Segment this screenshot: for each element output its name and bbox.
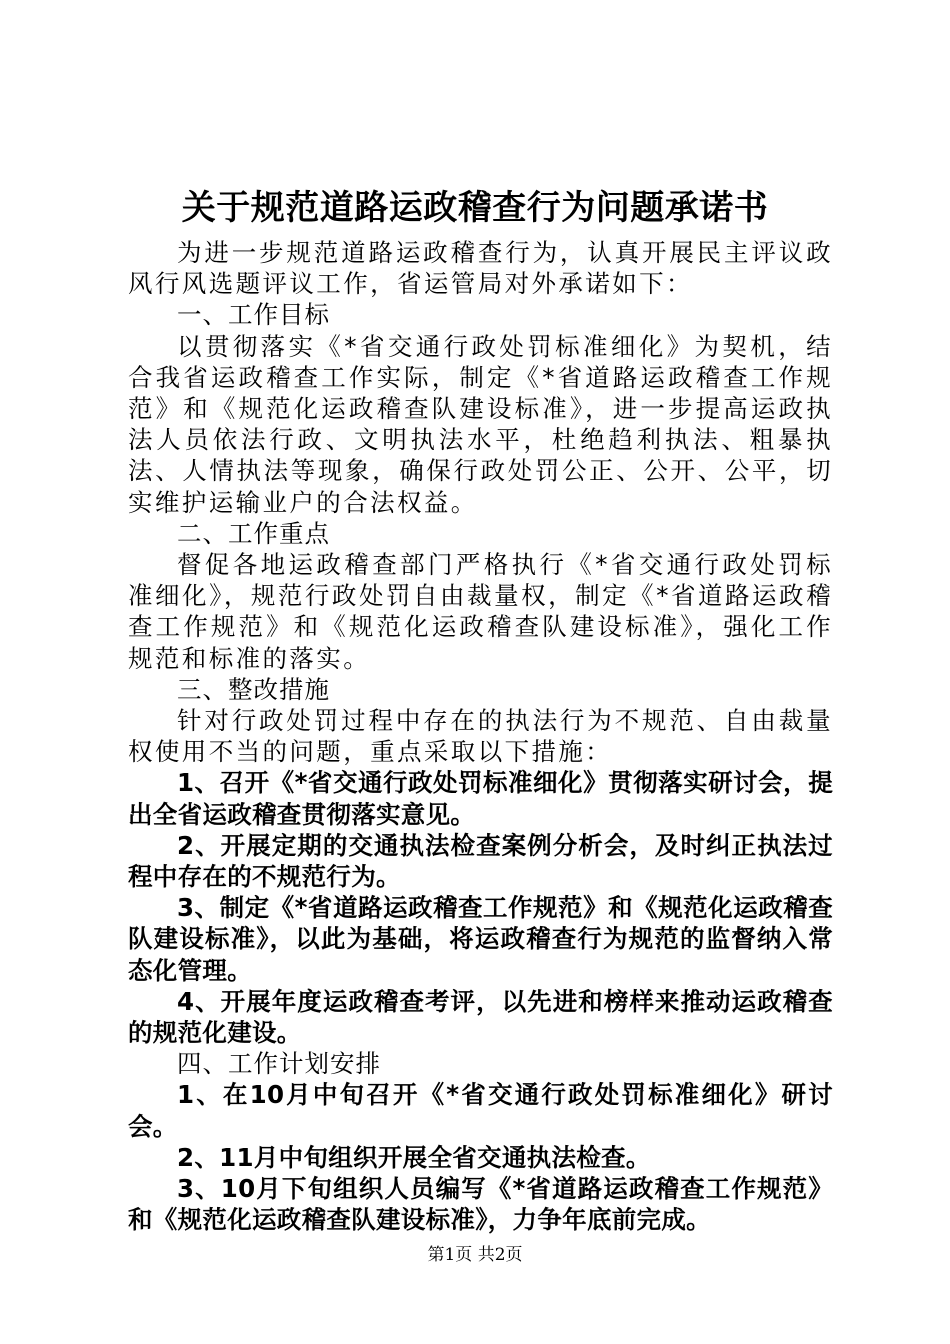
body-paragraph: 针对行政处罚过程中存在的执法行为不规范、自由裁量权使用不当的问题，重点采取以下措施：: [128, 706, 833, 767]
list-item: 1、召开《*省交通行政处罚标准细化》贯彻落实研讨会，提出全省运政稽查贯彻落实意见。: [128, 768, 833, 829]
section-heading: 三、整改措施: [177, 674, 330, 704]
list-item: 2、开展定期的交通执法检查案例分析会，及时纠正执法过程中存在的不规范行为。: [128, 830, 833, 892]
body-paragraph: 督促各地运政稽查部门严格执行《*省交通行政处罚标准细化》，规范行政处罚自由裁量权，制定《*省道路运政稽查工作规范》和《规范化运政稽查队建设标准》，强化工作规范和标准的落实。: [128, 550, 833, 673]
list-item: 1、在10月中旬召开《*省交通行政处罚标准细化》研讨会。: [128, 1080, 833, 1141]
document-body: [128, 237, 833, 1236]
list-item: 2、11月中旬组织开展全省交通执法检查。: [177, 1142, 651, 1172]
section-heading: 一、工作目标: [177, 300, 330, 330]
list-item: 4、开展年度运政稽查考评，以先进和榜样来推动运政稽查的规范化建设。: [128, 986, 833, 1048]
page-number-footer: 第1页 共2页: [427, 1245, 523, 1265]
document-title: 关于规范道路运政稽查行为问题承诺书: [181, 188, 769, 228]
list-item: 3、10月下旬组织人员编写《*省道路运政稽查工作规范》和《规范化运政稽查队建设标准》，力争年底前完成。: [128, 1174, 833, 1235]
section-heading: 二、工作重点: [177, 518, 330, 548]
section-heading: 四、工作计划安排: [177, 1049, 381, 1079]
intro-paragraph: 为进一步规范道路运政稽查行为，认真开展民主评议政风行风选题评议工作，省运管局对外承诺如下：: [128, 238, 833, 299]
list-item: 3、制定《*省道路运政稽查工作规范》和《规范化运政稽查队建设标准》，以此为基础，将运政稽查行为规范的监督纳入常态化管理。: [128, 893, 833, 985]
body-paragraph: 以贯彻落实《*省交通行政处罚标准细化》为契机，结合我省运政稽查工作实际，制定《*省道路运政稽查工作规范》和《规范化运政稽查队建设标准》，进一步提高运政执法人员依法行政、文明执法水平，杜绝趋利执法、粗暴执法、人情执法等现象，确保行政处罚公正、公开、公平，切实维护运输业户的合法权益。: [128, 331, 833, 517]
